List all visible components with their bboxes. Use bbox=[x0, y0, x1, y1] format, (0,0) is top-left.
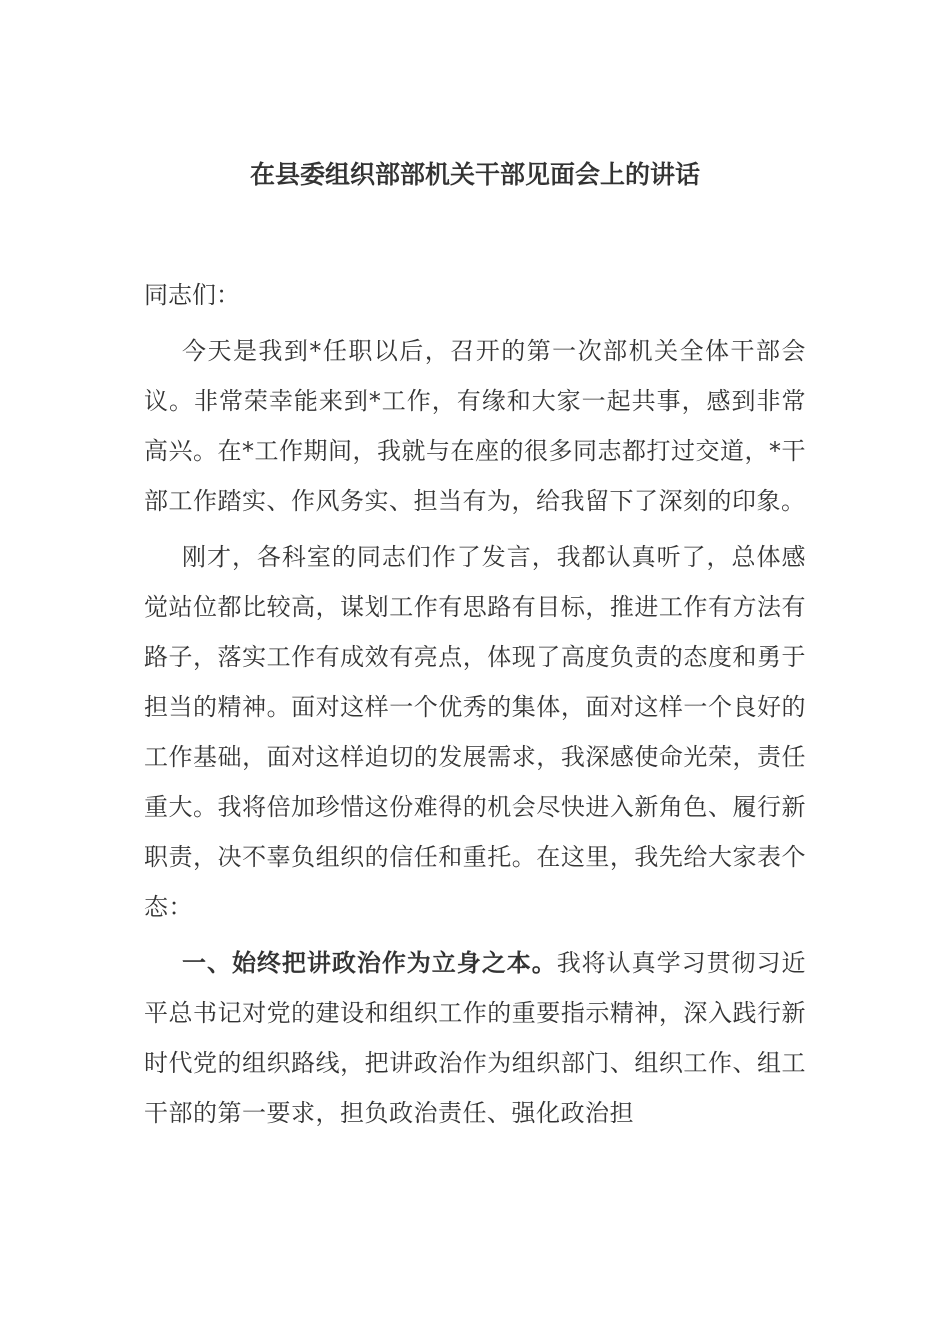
paragraph-3-text: 我将认真学习贯彻习近平总书记对党的建设和组织工作的重要指示精神，深入践行新时代党的组织路线，把讲政治作为组织部门、组织工作、组工干部的第一要求，担负政治责任、强化政治担 bbox=[144, 949, 806, 1127]
paragraph-2-text: 刚才，各科室的同志们作了发言，我都认真听了，总体感觉站位都比较高，谋划工作有思路有目标，推进工作有方法有路子，落实工作有成效有亮点，体现了高度负责的态度和勇于担当的精神。面对这样一个优秀的集体，面对这样一个良好的工作基础，面对这样迫切的发展需求，我深感使命光荣，责任重大。我将倍加珍惜这份难得的机会尽快进入新角色、履行新职责，决不辜负组织的信任和重托。在这里，我先给大家表个态： bbox=[144, 543, 806, 921]
document-body bbox=[144, 270, 806, 1144]
paragraph-1 bbox=[144, 326, 806, 526]
document-title: 在县委组织部部机关干部见面会上的讲话 bbox=[249, 160, 700, 189]
paragraph-2 bbox=[144, 532, 806, 932]
salutation: 同志们： bbox=[144, 281, 240, 309]
paragraph-3 bbox=[144, 938, 806, 1138]
section-heading-1: 一、始终把讲政治作为立身之本。 bbox=[182, 949, 557, 977]
paragraph-1-text: 今天是我到*任职以后，召开的第一次部机关全体干部会议。非常荣幸能来到*工作，有缘和大家一起共事，感到非常高兴。在*工作期间，我就与在座的很多同志都打过交道，*干部工作踏实、作风务实、担当有为，给我留下了深刻的印象。 bbox=[144, 337, 806, 515]
